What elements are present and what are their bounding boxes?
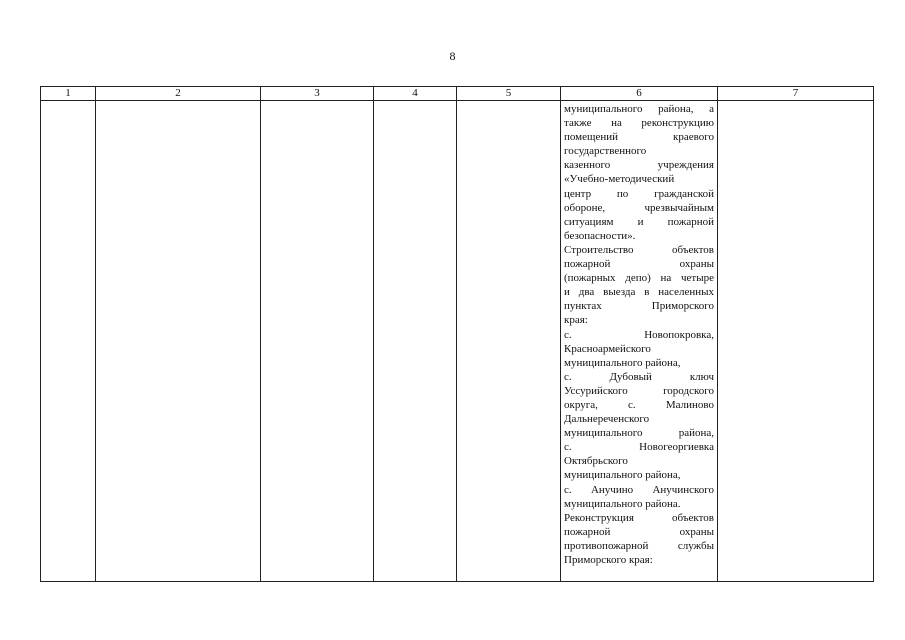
text-line: безопасности». — [564, 229, 636, 242]
text-line: и два выезда в населенных — [564, 286, 714, 299]
text-line: пунктах Приморского — [564, 300, 714, 313]
text-line: с. Новогеоргиевка — [564, 441, 714, 454]
text-line: Красноармейского — [564, 342, 651, 355]
text-line: Уссурийского городского — [564, 384, 714, 397]
column-header-4: 4 — [374, 87, 457, 101]
header-row — [41, 87, 874, 101]
text-line: с. Дубовый ключ — [564, 370, 714, 383]
text-line: муниципального района, а — [564, 103, 714, 115]
text-line: Приморского края: — [564, 554, 653, 566]
cell-col-4 — [374, 101, 457, 582]
document-table — [40, 86, 874, 582]
text-line: центр по гражданской — [564, 187, 714, 200]
column-header-6: 6 — [561, 87, 718, 101]
text-line: Реконструкция объектов — [564, 511, 714, 524]
text-line: Строительство объектов — [564, 243, 714, 256]
cell-col-3 — [261, 101, 374, 582]
text-line: Дальнереченского — [564, 413, 650, 426]
cell-col-2 — [96, 101, 261, 582]
text-line: муниципального района, — [564, 469, 681, 482]
text-line: Октябрьского — [564, 455, 628, 468]
text-line: ситуациям и пожарной — [564, 215, 714, 228]
text-line: пожарной охраны — [564, 258, 714, 271]
text-line: (пожарных депо) на четыре — [564, 272, 714, 285]
column-header-2: 2 — [96, 87, 261, 101]
text-line: муниципального района. — [564, 497, 681, 510]
text-line: «Учебно-методический — [564, 173, 675, 186]
column-header-7: 7 — [718, 87, 874, 101]
text-line: помещений краевого — [564, 131, 714, 144]
text-line: пожарной охраны — [564, 525, 714, 538]
text-line: округа, с. Малиново — [564, 398, 714, 411]
column-header-5: 5 — [457, 87, 561, 101]
text-line: обороне, чрезвычайным — [564, 201, 714, 214]
column-header-1: 1 — [41, 87, 96, 101]
text-line: муниципального района, — [564, 427, 714, 440]
cell-col-1 — [41, 101, 96, 582]
text-line: с. Анучино Анучинского — [564, 483, 714, 496]
cell-col-6 — [561, 101, 718, 582]
column-header-3: 3 — [261, 87, 374, 101]
cell-col-7 — [718, 101, 874, 582]
text-line: противопожарной службы — [564, 539, 714, 552]
text-line: муниципального района, — [564, 356, 681, 369]
cell-col-6-text — [561, 101, 717, 567]
page-number: 8 — [449, 49, 456, 63]
text-line: также на реконструкцию — [564, 117, 714, 130]
text-line: государственного — [564, 145, 647, 158]
cell-col-5 — [457, 101, 561, 582]
text-line: с. Новопокровка, — [564, 328, 714, 341]
text-line: края: — [564, 314, 588, 327]
table-row — [41, 101, 874, 582]
text-line: казенного учреждения — [564, 159, 714, 172]
